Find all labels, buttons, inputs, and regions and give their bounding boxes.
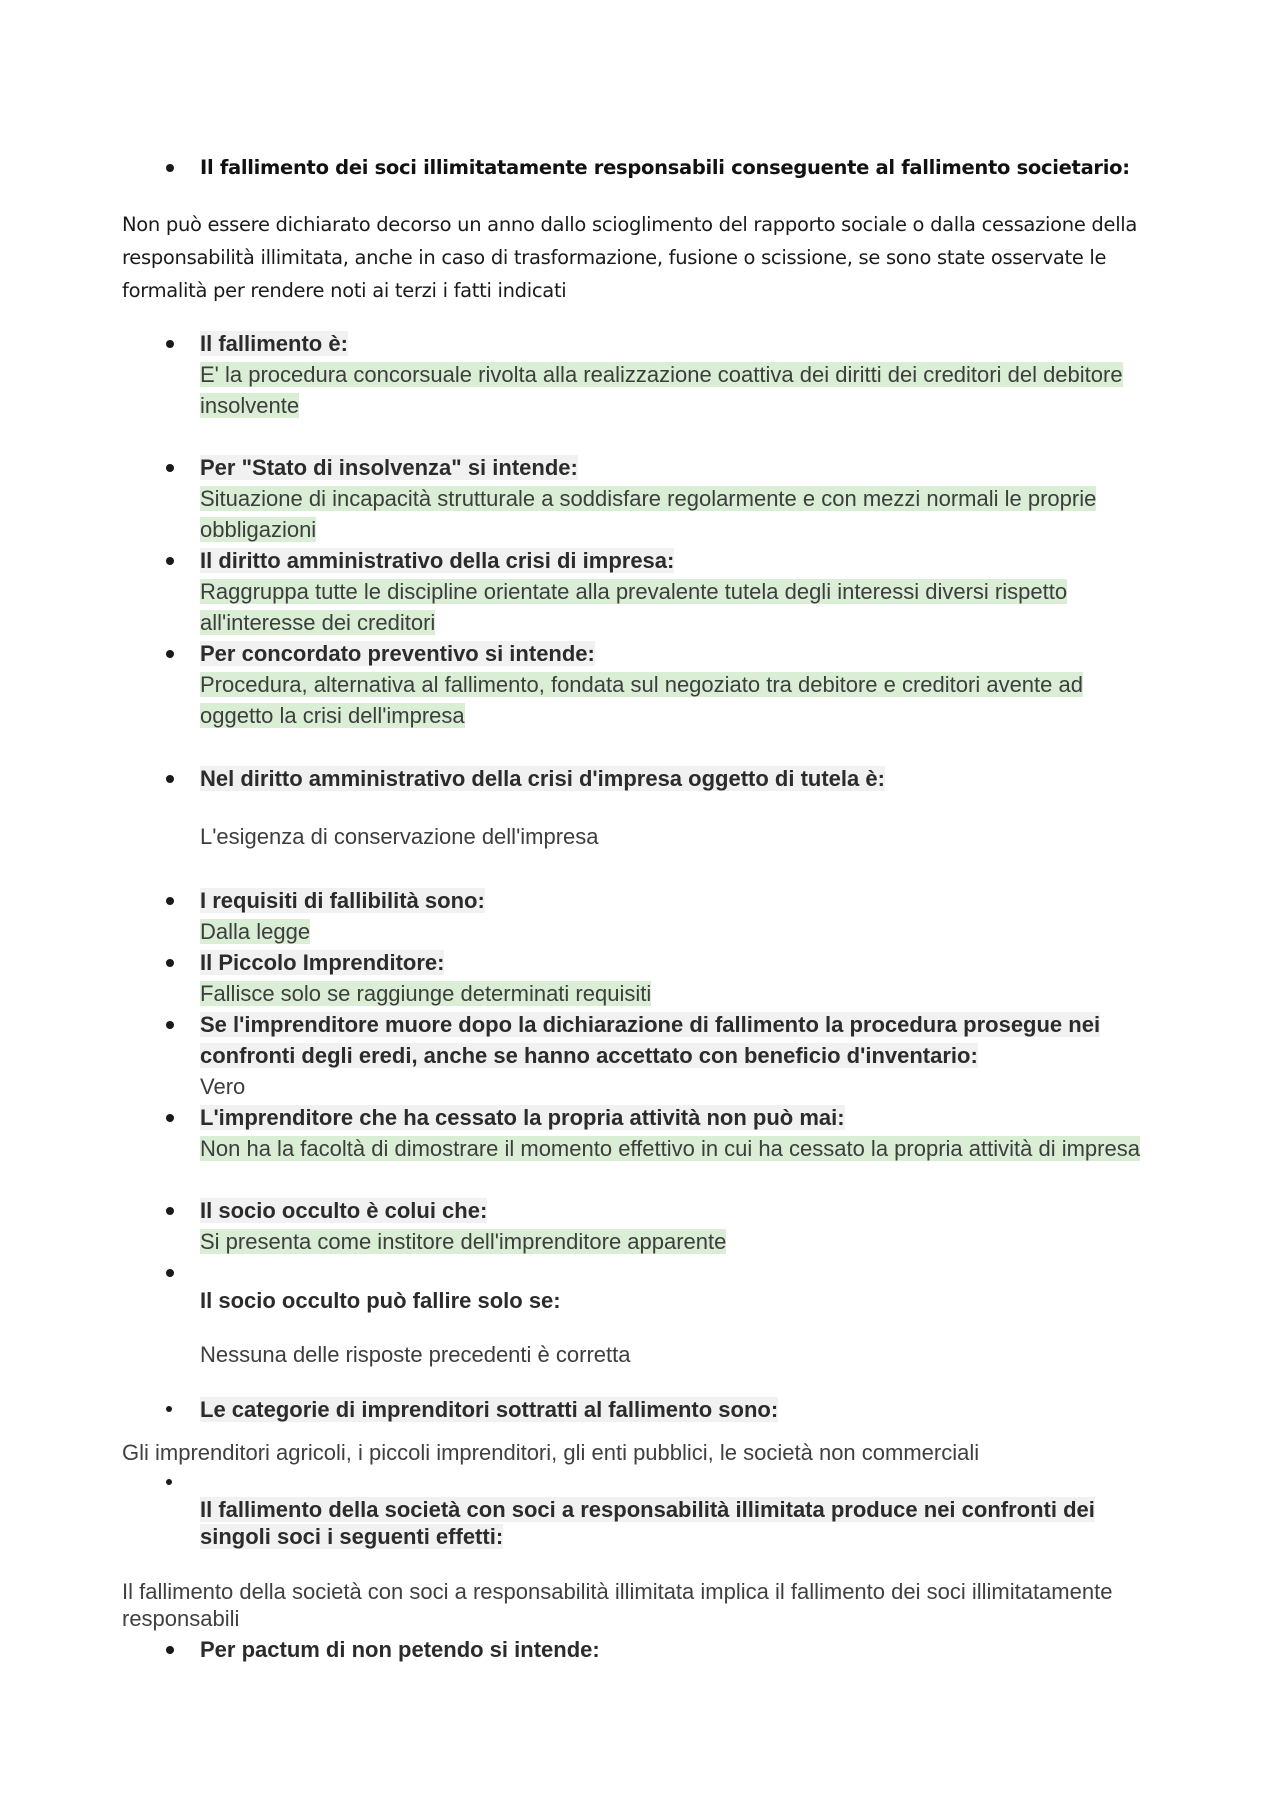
bullet xyxy=(166,959,174,967)
answer-highlight: E' la procedura concorsuale rivolta alla realizzazione coattiva dei diritti dei creditori del debitore insolvente xyxy=(200,362,1123,418)
answer-highlight: Si presenta come institore dell'imprenditore apparente xyxy=(200,1229,727,1254)
answer-text: Vero xyxy=(200,1074,246,1099)
bullet xyxy=(166,1269,174,1277)
question-heading: Il diritto amministrativo della crisi di impresa: xyxy=(200,548,675,573)
bullet xyxy=(166,1021,174,1029)
answer-highlight: Non ha la facoltà di dimostrare il momento effettivo in cui ha cessato la propria attività di impresa xyxy=(200,1136,1140,1161)
bullet xyxy=(166,1479,172,1485)
question-heading: Se l'imprenditore muore dopo la dichiarazione di fallimento la procedura prosegue nei confronti degli eredi, anche se hanno accettato con beneficio d'inventario: xyxy=(200,1012,1101,1068)
answer-highlight: Raggruppa tutte le discipline orientate alla prevalente tutela degli interessi diversi rispetto all'interesse dei creditori xyxy=(200,579,1068,635)
answer-highlight: Procedura, alternativa al fallimento, fondata sul negoziato tra debitore e creditori avente ad oggetto la crisi dell'impresa xyxy=(200,672,1083,728)
list-item xyxy=(200,763,1160,794)
answer-text: Gli imprenditori agricoli, i piccoli imprenditori, gli enti pubblici, le società non commerciali xyxy=(122,1440,980,1465)
question-heading xyxy=(200,1496,1160,1550)
bullet xyxy=(166,1646,174,1654)
list-item xyxy=(200,152,1160,183)
bullet xyxy=(166,775,174,783)
question-heading-text: Il fallimento della società con soci a responsabilità illimitata produce nei confronti dei singoli soci i seguenti effetti: xyxy=(200,1497,1095,1549)
answer-highlight: Fallisce solo se raggiunge determinati requisiti xyxy=(200,981,652,1006)
bullet xyxy=(166,1114,174,1122)
bullet xyxy=(166,557,174,565)
question-heading: Il socio occulto è colui che: xyxy=(200,1198,488,1223)
list-item xyxy=(200,638,1160,731)
list-item xyxy=(200,1009,1160,1102)
answer-text: Nessuna delle risposte precedenti è corretta xyxy=(200,1342,631,1367)
bullet xyxy=(166,650,174,658)
question-heading: Il Piccolo Imprenditore: xyxy=(200,950,445,975)
bullet xyxy=(166,1207,174,1215)
answer-highlight: Dalla legge xyxy=(200,919,311,944)
bullet xyxy=(166,1406,172,1412)
list-item xyxy=(200,885,1160,947)
question-heading: Per concordato preventivo si intende: xyxy=(200,641,595,666)
question-heading: Per pactum di non petendo si intende: xyxy=(200,1637,600,1662)
answer-text: Il fallimento della società con soci a responsabilità illimitata implica il fallimento dei soci illimitatamente responsabili xyxy=(122,1579,1113,1631)
answer-text: L'esigenza di conservazione dell'impresa xyxy=(200,824,599,849)
question-heading: Le categorie di imprenditori sottratti al fallimento sono: xyxy=(200,1397,779,1422)
list-item xyxy=(200,452,1160,545)
answer-highlight: Situazione di incapacità strutturale a soddisfare regolarmente e con mezzi normali le proprie obbligazioni xyxy=(200,486,1097,542)
question-heading: Il socio occulto può fallire solo se: xyxy=(200,1288,561,1313)
question-heading: Nel diritto amministrativo della crisi d'impresa oggetto di tutela è: xyxy=(200,766,885,791)
list-item xyxy=(200,328,1160,421)
question-heading: Il fallimento è: xyxy=(200,331,348,356)
bullet xyxy=(166,464,174,472)
list-item xyxy=(200,947,1160,1009)
bullet xyxy=(166,897,174,905)
list-item xyxy=(200,545,1160,638)
question-heading: Il fallimento dei soci illimitatamente responsabili conseguente al fallimento societario: xyxy=(200,156,1130,179)
list-item xyxy=(200,1634,1160,1665)
list-item xyxy=(200,1394,1160,1425)
bullet xyxy=(166,164,174,172)
question-heading: I requisiti di fallibilità sono: xyxy=(200,888,485,913)
bullet xyxy=(166,340,174,348)
list-item xyxy=(200,1102,1160,1164)
question-heading: Per "Stato di insolvenza" si intende: xyxy=(200,455,578,480)
paragraph: Non può essere dichiarato decorso un anno dallo scioglimento del rapporto sociale o dalla cessazione della responsabilità illimitata, anche in caso di trasformazione, fusione o scissione, se sono state osservate le formalità per rendere noti ai terzi i fatti indicati xyxy=(122,213,1138,302)
question-heading: L'imprenditore che ha cessato la propria attività non può mai: xyxy=(200,1105,845,1130)
list-item xyxy=(200,1195,1160,1257)
